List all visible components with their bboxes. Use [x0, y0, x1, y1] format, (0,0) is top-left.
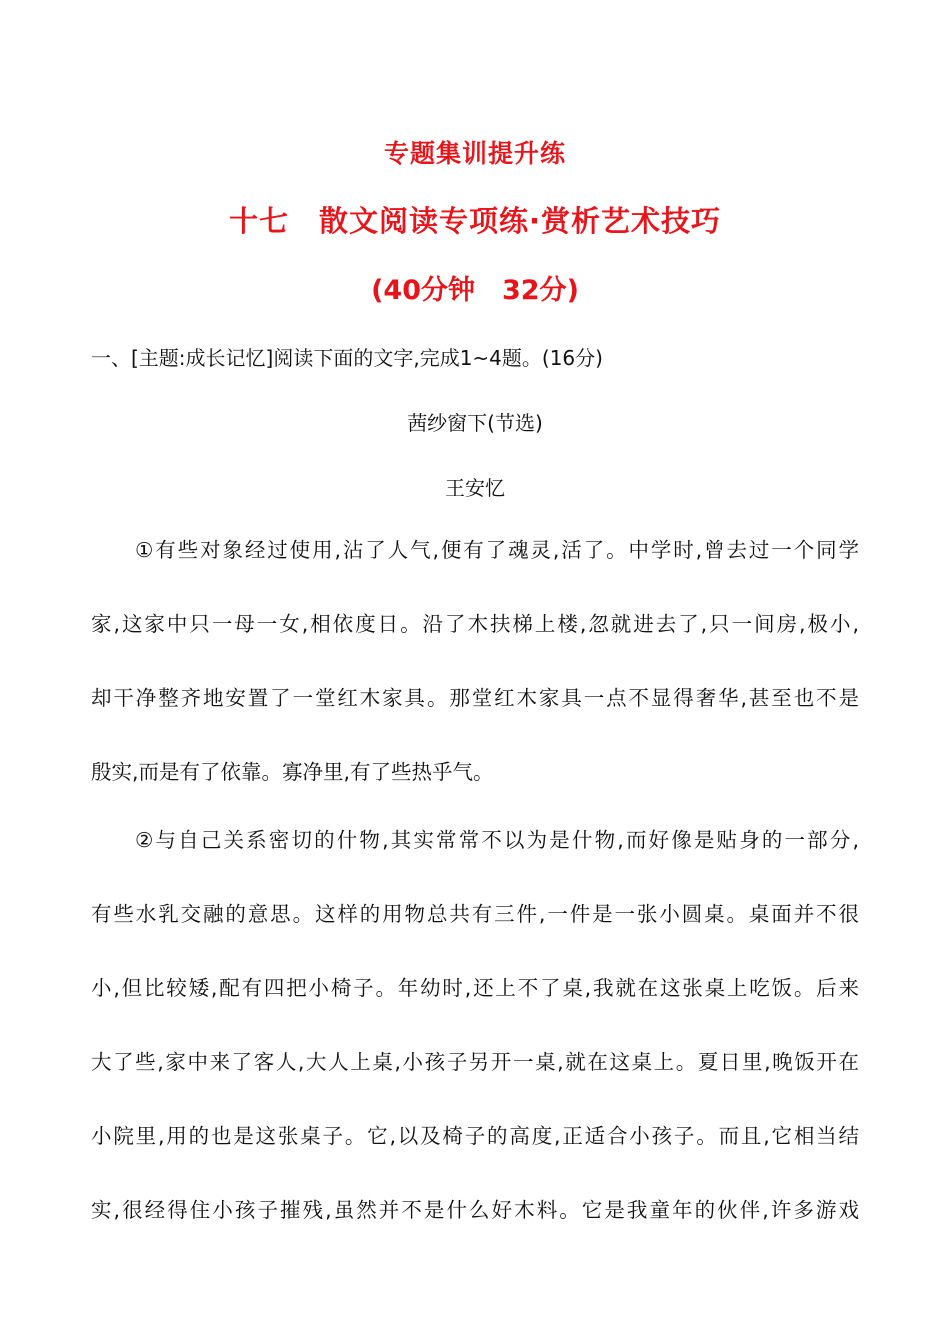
paragraph-line: 殷实,而是有了依靠。寡净里,有了些热乎气。: [91, 760, 494, 784]
essay-author: 王安忆: [445, 476, 505, 500]
paragraph-line: 大了些,家中来了客人,大人上桌,小孩子另开一桌,就在这桌上。夏日里,晚饭开在: [91, 1050, 859, 1074]
page-title: 专题集训提升练: [383, 139, 566, 168]
paragraph-line: 家,这家中只一母一女,相依度日。沿了木扶梯上楼,忽就进去了,只一间房,极小,: [91, 612, 859, 636]
paragraph-line: 有些水乳交融的意思。这样的用物总共有三件,一件是一张小圆桌。桌面并不很: [91, 902, 859, 926]
paragraph-line: 却干净整齐地安置了一堂红木家具。那堂红木家具一点不显得奢华,甚至也不是: [91, 686, 859, 710]
time-score-info: (40分钟 32分): [371, 275, 579, 306]
section-instruction: 一、[主题:成长记忆]阅读下面的文字,完成1~4题。(16分): [91, 346, 603, 370]
paragraph-line: 小,但比较矮,配有四把小椅子。年幼时,还上不了桌,我就在这张桌上吃饭。后来: [91, 976, 859, 1000]
essay-title: 茜纱窗下(节选): [407, 411, 543, 435]
paragraph-line: 小院里,用的也是这张桌子。它,以及椅子的高度,正适合小孩子。而且,它相当结: [91, 1124, 859, 1148]
paragraph-line: ②与自己关系密切的什物,其实常常不以为是什物,而好像是贴身的一部分,: [135, 828, 859, 852]
paragraph-line: ①有些对象经过使用,沾了人气,便有了魂灵,活了。中学时,曾去过一个同学: [135, 538, 859, 562]
paragraph-line: 实,很经得住小孩子摧残,虽然并不是什么好木料。它是我童年的伙伴,许多游戏: [91, 1198, 859, 1222]
page-subtitle: 十七 散文阅读专项练·赏析艺术技巧: [228, 204, 722, 238]
